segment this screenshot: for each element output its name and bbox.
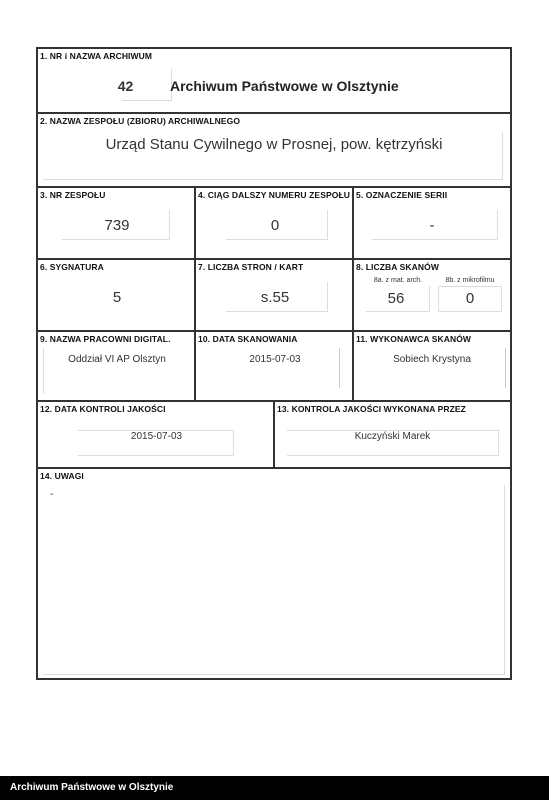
fonds-continuation-label: 4. CIĄG DALSZY NUMERU ZESPOŁU (198, 190, 350, 200)
archive-number: 42 (117, 78, 134, 94)
cell-archive (38, 49, 510, 112)
scan-operator-label: 11. WYKONAWCA SKANÓW (356, 334, 472, 344)
qc-date-label: 12. DATA KONTROLI JAKOŚCI (40, 404, 166, 414)
digitization-lab-value: Oddział VI AP Olsztyn (68, 354, 166, 365)
notes-box (43, 485, 505, 675)
scan-date-value: 2015-07-03 (249, 354, 301, 365)
scans-label: 8. LICZBA SKANÓW (356, 262, 439, 272)
notes-label: 14. UWAGI (40, 471, 84, 481)
cell-notes (38, 469, 510, 678)
cell-pages (196, 260, 354, 330)
row-notes (38, 469, 510, 678)
signature-label: 6. SYGNATURA (40, 262, 104, 272)
cell-fonds-continuation (196, 188, 354, 258)
scans-archive-label: 8a. z mat. arch. (373, 277, 423, 284)
scans-microfilm-label: 8b. z mikrofilmu (445, 277, 495, 284)
row-fonds-name (38, 114, 510, 188)
series-value: - (429, 217, 435, 234)
scans-archive-value: 56 (387, 290, 405, 307)
cell-qc-date (38, 402, 275, 467)
cell-scan-operator (354, 332, 510, 400)
cell-series (354, 188, 510, 258)
fonds-name-value: Urząd Stanu Cywilnego w Prosnej, pow. kętrzyński (105, 136, 443, 153)
scan-operator-value: Sobiech Krystyna (393, 354, 471, 365)
scan-date-label: 10. DATA SKANOWANIA (198, 334, 298, 344)
notes-value: - (50, 489, 54, 500)
pages-value: s.55 (260, 289, 290, 306)
cell-fonds-name (38, 114, 510, 186)
row-signature (38, 260, 510, 332)
cell-fonds-number (38, 188, 196, 258)
fonds-name-label: 2. NAZWA ZESPOŁU (ZBIORU) ARCHIWALNEGO (40, 116, 241, 126)
archive-metadata-form (36, 47, 512, 680)
cell-digitization-lab (38, 332, 196, 400)
row-fonds-number (38, 188, 510, 260)
qc-by-value: Kuczyński Marek (354, 431, 431, 442)
fonds-number-value: 739 (104, 217, 130, 234)
fonds-number-label: 3. NR ZESPOŁU (40, 190, 106, 200)
series-label: 5. OZNACZENIE SERII (356, 190, 448, 200)
row-digitization (38, 332, 510, 402)
cell-signature (38, 260, 196, 330)
digitization-lab-label: 9. NAZWA PRACOWNI DIGITAL. (40, 334, 171, 344)
pages-label: 7. LICZBA STRON / KART (198, 262, 304, 272)
footer-bar (0, 776, 549, 800)
row-archive (38, 49, 510, 114)
qc-by-label: 13. KONTROLA JAKOŚCI WYKONANA PRZEZ (277, 404, 466, 414)
cell-scan-date (196, 332, 354, 400)
scans-microfilm-value: 0 (465, 290, 475, 307)
fonds-continuation-value: 0 (270, 217, 280, 234)
archive-label: 1. NR i NAZWA ARCHIWUM (40, 51, 153, 61)
archive-name: Archiwum Państwowe w Olsztynie (170, 78, 399, 94)
cell-scans (354, 260, 510, 330)
signature-value: 5 (112, 289, 122, 306)
cell-qc-by (275, 402, 510, 467)
row-quality-control (38, 402, 510, 469)
footer-text: Archiwum Państwowe w Olsztynie (10, 782, 174, 793)
qc-date-value: 2015-07-03 (130, 431, 183, 442)
